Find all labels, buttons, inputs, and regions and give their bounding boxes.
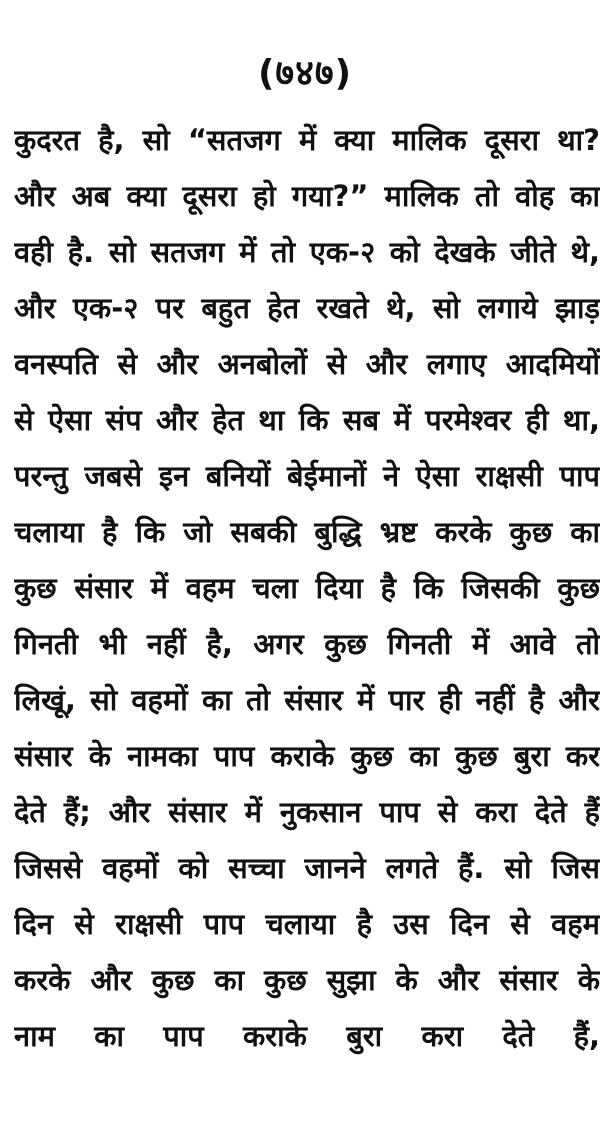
text-line: करके और कुछ का कुछ सुझा के और संसार के bbox=[14, 963, 600, 997]
text-line: और एक-२ पर बहुत हेत रखते थे, सो लगाये झाड़ bbox=[14, 291, 600, 325]
page-number: (७४७) bbox=[257, 53, 353, 94]
text-body bbox=[14, 112, 600, 1064]
text-line-last: नाम का पाप कराके बुरा करा देते हैं, bbox=[14, 1019, 600, 1053]
text-line: वनस्पति से और अनबोलों से और लगाए आदमियों bbox=[14, 347, 600, 381]
text-line: वही है. सो सतजग में तो एक-२ को देखके जीते थे, bbox=[14, 235, 600, 269]
text-line: और अब क्या दूसरा हो गया?” मालिक तो वोह का bbox=[14, 179, 600, 213]
text-line: परन्तु जबसे इन बनियों बेईमानों ने ऐसा राक्षसी पाप bbox=[14, 459, 600, 493]
text-line: जिससे वहमों को सच्चा जानने लगते हैं. सो जिस bbox=[14, 851, 600, 885]
text-line: गिनती भी नहीं है, अगर कुछ गिनती में आवे तो bbox=[14, 627, 600, 661]
text-line: चलाया है कि जो सबकी बुद्धि भ्रष्ट करके कुछ का bbox=[14, 515, 600, 549]
text-line: कुदरत है, सो “सतजग में क्या मालिक दूसरा था? bbox=[14, 123, 600, 157]
text-line: देते हैं; और संसार में नुकसान पाप से करा देते हैं bbox=[14, 795, 600, 829]
text-line: कुछ संसार में वहम चला दिया है कि जिसकी कुछ bbox=[14, 571, 600, 605]
text-line: लिखूं, सो वहमों का तो संसार में पार ही नहीं है और bbox=[14, 683, 600, 717]
text-line: संसार के नामका पाप कराके कुछ का कुछ बुरा कर bbox=[14, 739, 600, 773]
text-line: दिन से राक्षसी पाप चलाया है उस दिन से वहम bbox=[14, 907, 600, 941]
text-line: से ऐसा संप और हेत था कि सब में परमेश्वर ही था, bbox=[14, 403, 600, 437]
